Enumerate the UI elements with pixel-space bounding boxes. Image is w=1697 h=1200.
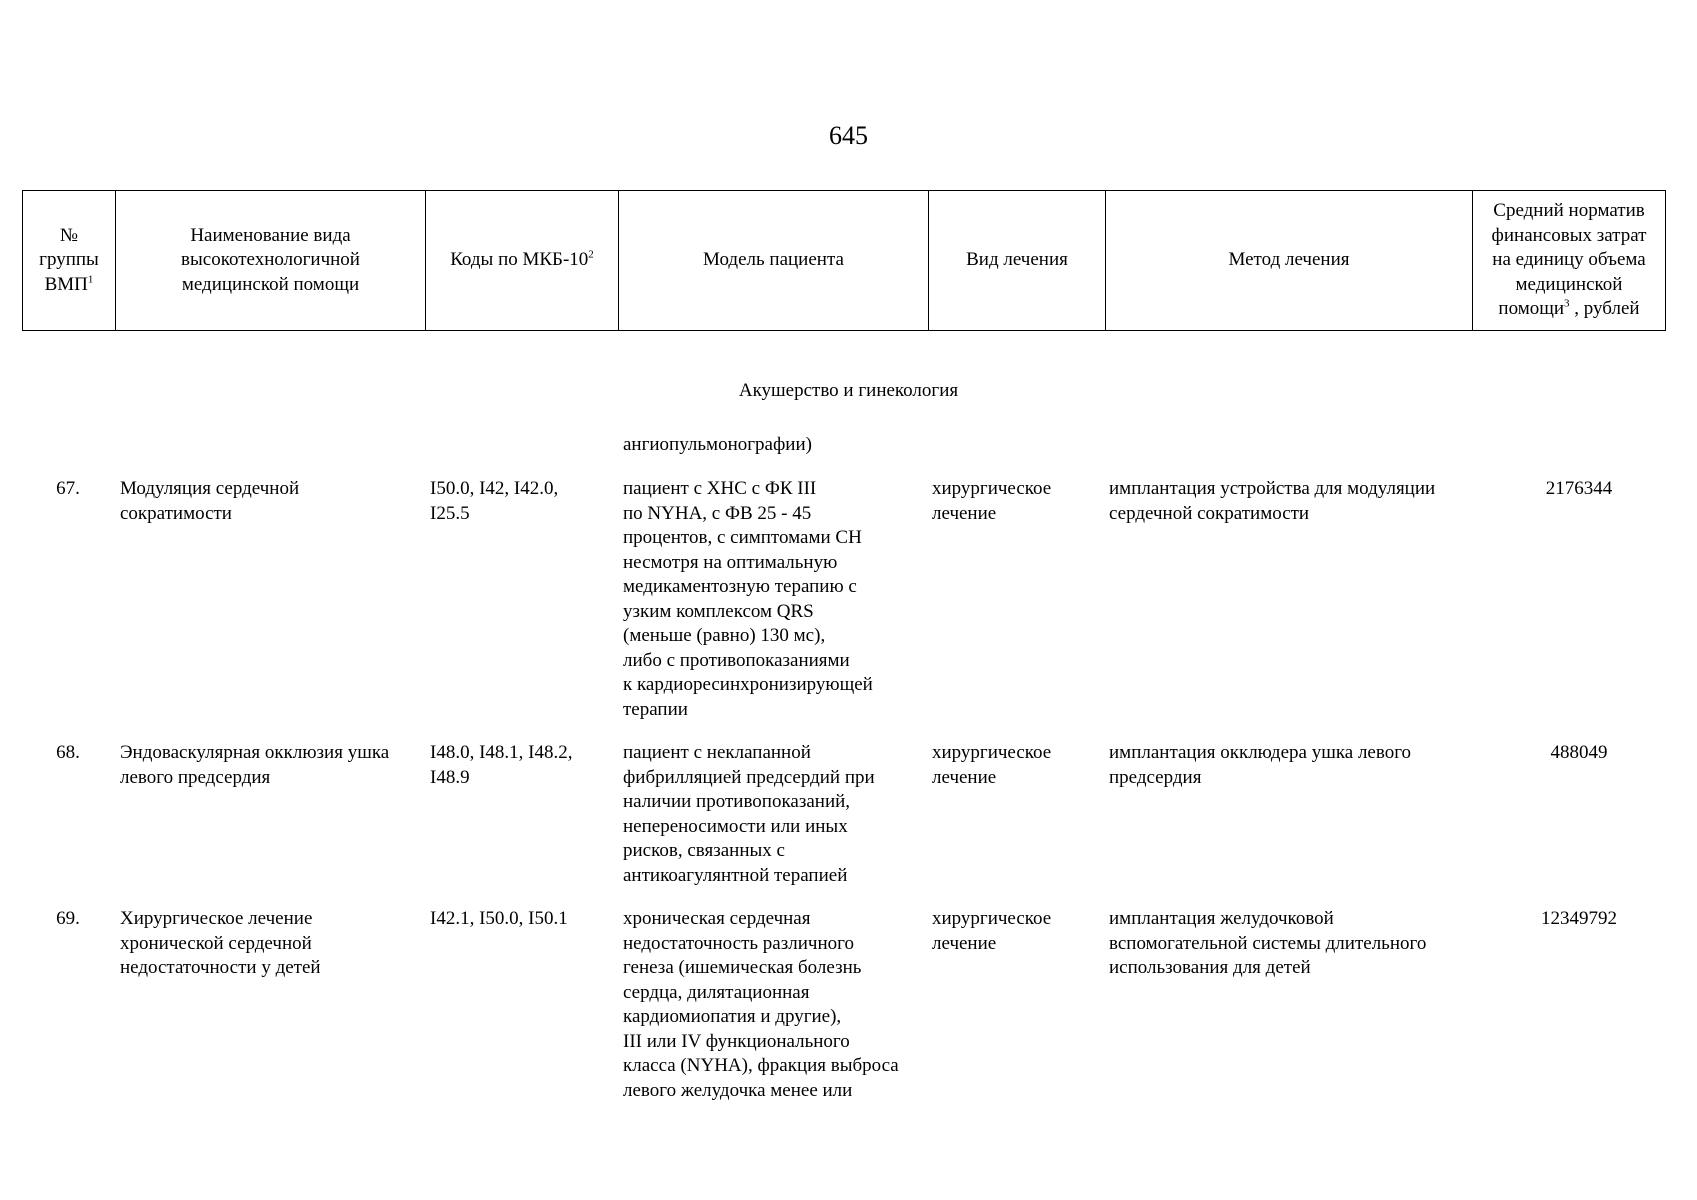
row-codes-line: I48.9 xyxy=(430,766,470,788)
header-line: Коды по МКБ-10 xyxy=(450,249,589,271)
row-name-line: сократимости xyxy=(120,502,232,524)
row-model-line: медикаментозную терапию с xyxy=(623,576,857,597)
row-kind-line: хирургическое xyxy=(932,908,1052,929)
row-patient-model xyxy=(623,477,943,722)
header-line: Наименование вида xyxy=(190,224,351,246)
row-codes-line: I25.5 xyxy=(430,502,470,524)
header-line: на единицу объема xyxy=(1492,249,1646,271)
header-cost-standard xyxy=(1473,191,1666,331)
row-treatment-type xyxy=(932,907,1107,956)
row-treatment-method xyxy=(1109,907,1479,981)
row-method-line: имплантация устройства для модуляции xyxy=(1109,478,1436,499)
row-codes-line: I50.0, I42, I42.0, xyxy=(430,478,559,499)
row-patient-model xyxy=(623,741,943,888)
row-kind-line: хирургическое xyxy=(932,742,1052,763)
row-model-line: несмотря на оптимальную xyxy=(623,551,838,573)
row-treatment-type xyxy=(932,477,1107,526)
row-name-line: Эндоваскулярная окклюзия ушка xyxy=(120,742,390,763)
page-number: 645 xyxy=(829,121,868,150)
header-patient-model xyxy=(619,191,929,331)
row-name xyxy=(120,907,420,981)
row-method-line: сердечной сократимости xyxy=(1109,502,1310,524)
row-name-line: Хирургическое лечение xyxy=(120,908,313,929)
row-model-line: (меньше (равно) 130 мс), xyxy=(623,625,826,646)
header-line-wrap xyxy=(1477,297,1661,322)
header-line: медицинской помощи xyxy=(181,273,360,295)
row-model-line: сердца, дилятационная xyxy=(623,981,810,1003)
row-model-line: недостаточность различного xyxy=(623,932,854,954)
row-kind-line: лечение xyxy=(932,502,997,524)
row-number: 67. xyxy=(56,478,80,499)
continuation-text: ангиопульмонографии) xyxy=(623,434,812,455)
row-name xyxy=(120,741,420,790)
table-header-row xyxy=(23,191,1666,331)
header-line: ВМП xyxy=(44,273,88,295)
row-method-line: предсердия xyxy=(1109,766,1202,788)
row-kind-line: лечение xyxy=(932,766,997,788)
header-line: Вид лечения xyxy=(966,249,1068,271)
row-name-line: хронической сердечной xyxy=(120,932,312,954)
row-name-line: Модуляция сердечной xyxy=(120,478,300,499)
row-codes xyxy=(430,907,615,932)
header-group-number xyxy=(23,191,116,331)
row-model-line: непереносимости или иных xyxy=(623,815,848,837)
row-method-line: имплантация желудочковой xyxy=(1109,908,1334,929)
row-method-line: использования для детей xyxy=(1109,957,1311,978)
row-cost: 488049 xyxy=(1550,742,1608,763)
header-line: Метод лечения xyxy=(1228,249,1350,271)
row-model-line: процентов, с симптомами СН xyxy=(623,527,862,548)
row-model-line: к кардиоресинхронизирующей xyxy=(623,674,873,695)
table-header xyxy=(22,190,1666,331)
row-method-line: вспомогательной системы длительного xyxy=(1109,932,1427,954)
row-model-line: фибрилляцией предсердий при xyxy=(623,766,875,788)
row-cost: 2176344 xyxy=(1545,478,1613,499)
row-treatment-type xyxy=(932,741,1107,790)
header-care-type xyxy=(116,191,426,331)
row-codes xyxy=(430,477,615,526)
header-icd-codes xyxy=(426,191,619,331)
footnote-mark: 2 xyxy=(588,248,594,261)
row-model-line: либо с противопоказаниями xyxy=(623,649,850,671)
footnote-mark: 1 xyxy=(87,273,94,286)
row-model-line: рисков, связанных с xyxy=(623,840,785,861)
header-line: Модель пациента xyxy=(703,249,844,271)
row-model-line: пациент с неклапанной xyxy=(623,742,811,763)
row-model-line: хроническая сердечная xyxy=(623,908,811,929)
row-model-line: терапии xyxy=(623,698,688,720)
row-codes-line: I42.1, I50.0, I50.1 xyxy=(430,908,568,929)
header-line: , рублей xyxy=(1569,298,1640,320)
row-method-line: имплантация окклюдера ушка левого xyxy=(1109,742,1412,763)
row-cost: 12349792 xyxy=(1541,908,1617,929)
row-model-line: кардиомиопатия и другие), xyxy=(623,1006,842,1027)
row-treatment-method xyxy=(1109,741,1479,790)
row-number: 68. xyxy=(56,742,80,763)
row-model-line: наличии противопоказаний, xyxy=(623,791,851,812)
header-line: Средний норматив xyxy=(1493,200,1645,222)
row-name xyxy=(120,477,420,526)
row-kind-line: лечение xyxy=(932,932,997,954)
header-line-wrap xyxy=(27,273,111,298)
row-model-line: левого желудочка менее или xyxy=(623,1079,853,1101)
header-line: финансовых затрат xyxy=(1491,224,1647,246)
row-model-line: класса (NYHA), фракция выброса xyxy=(623,1055,899,1076)
row-model-line: генеза (ишемическая болезнь xyxy=(623,957,862,978)
header-line: № xyxy=(59,224,79,246)
header-line: группы xyxy=(39,249,99,271)
row-model-line: по NYHA, с ФВ 25 - 45 xyxy=(623,502,812,524)
row-model-line: узким комплексом QRS xyxy=(623,600,814,622)
row-codes-line: I48.0, I48.1, I48.2, xyxy=(430,742,573,763)
header-treatment-type xyxy=(929,191,1106,331)
row-patient-model xyxy=(623,907,943,1103)
row-kind-line: хирургическое xyxy=(932,478,1052,499)
row-model-line: III или IV функционального xyxy=(623,1030,850,1052)
row-number: 69. xyxy=(56,908,80,929)
footnote-mark: 3 xyxy=(1564,297,1570,310)
header-line: помощи xyxy=(1498,298,1565,320)
header-treatment-method xyxy=(1106,191,1473,331)
row-name-line: левого предсердия xyxy=(120,766,271,788)
header-line: медицинской xyxy=(1515,273,1623,295)
row-codes xyxy=(430,741,615,790)
row-model-line: антикоагулянтной терапией xyxy=(623,864,848,886)
row-treatment-method xyxy=(1109,477,1479,526)
row-name-line: недостаточности у детей xyxy=(120,957,321,978)
row-model-line: пациент с ХНС с ФК III xyxy=(623,478,817,499)
header-line: высокотехнологичной xyxy=(181,249,360,271)
section-title: Акушерство и гинекология xyxy=(738,380,959,401)
